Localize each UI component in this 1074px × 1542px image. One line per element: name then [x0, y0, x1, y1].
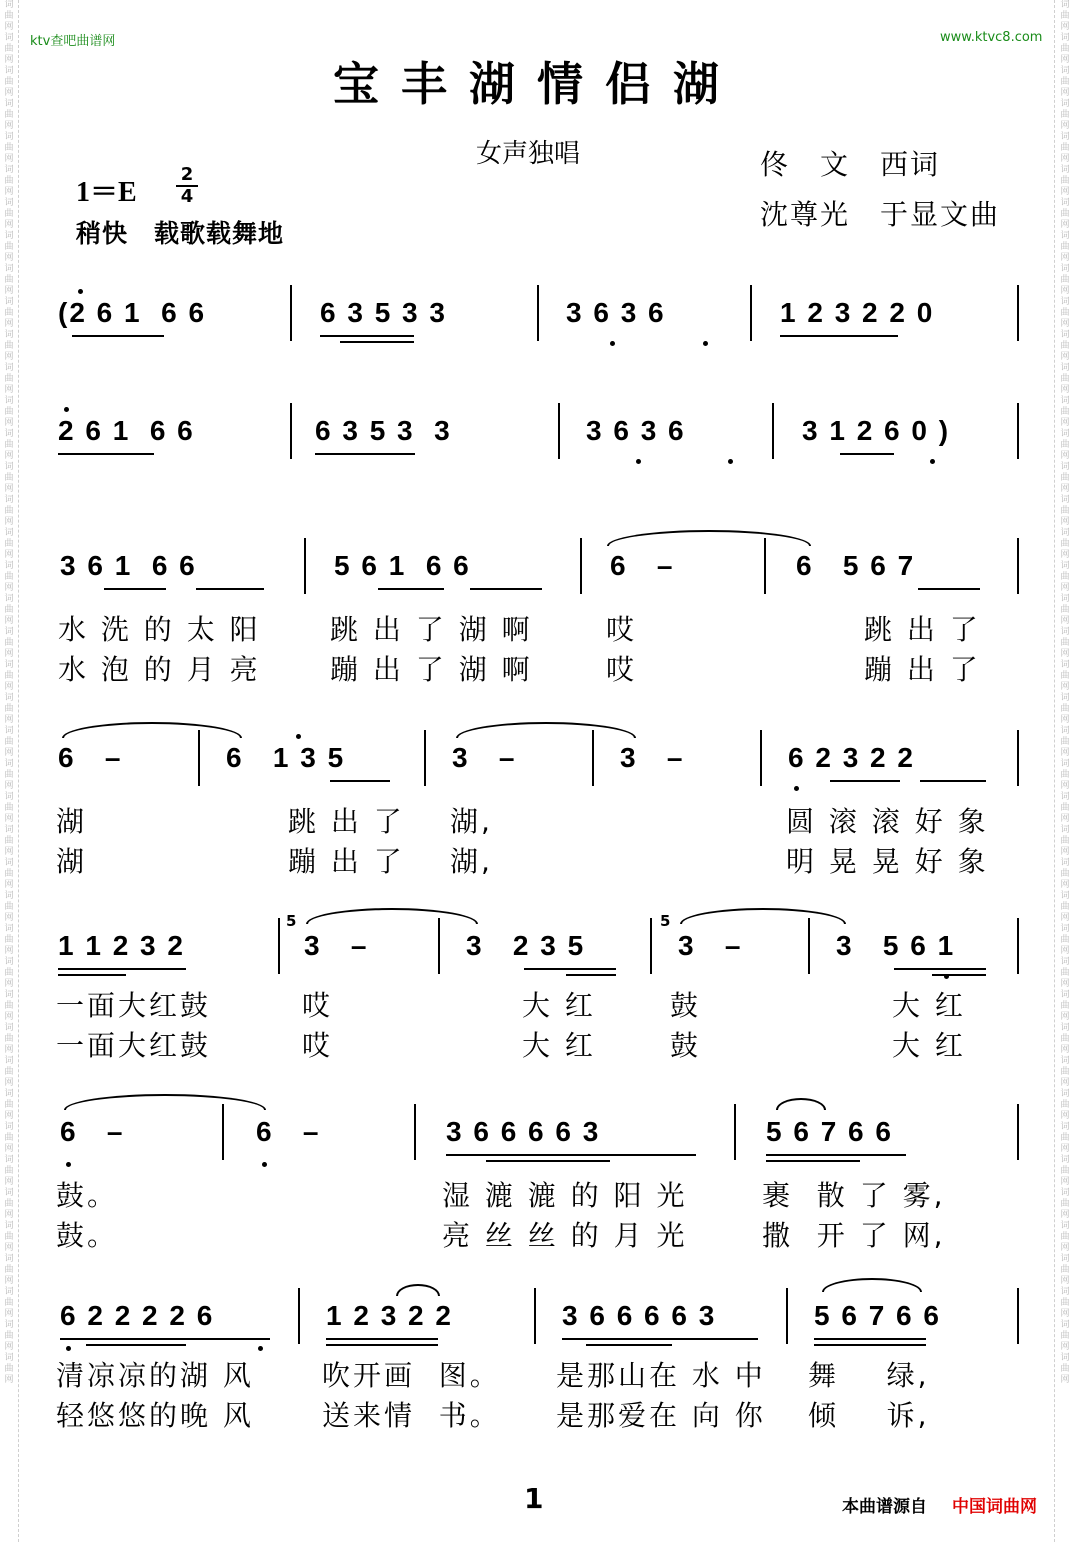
lyric: 哎 [302, 1029, 334, 1062]
barline [438, 918, 440, 974]
octave-dot [64, 407, 69, 412]
measure: 1 2 3 2 2 [326, 1300, 453, 1331]
slur [396, 1284, 440, 1296]
barline [298, 1288, 300, 1344]
measure: 3 – [678, 930, 743, 961]
barline [1017, 1288, 1019, 1344]
site-watermark-right[interactable]: www.ktvc8.com [940, 30, 1043, 45]
lyric: 哎 [606, 613, 638, 646]
lyricist-credit: 佟 文 西词 [760, 148, 941, 181]
lyric: 哎 [606, 653, 638, 686]
barline [772, 403, 774, 459]
octave-dot [794, 786, 799, 791]
lyric: 明 晃 晃 好 象 [786, 845, 989, 878]
octave-dot [944, 974, 949, 979]
lyric: 吹开画 图。 [322, 1359, 501, 1392]
time-signature-bottom: 4 [180, 186, 194, 207]
octave-dot [728, 459, 733, 464]
beam [72, 335, 164, 337]
source-site-link[interactable]: 中国词曲网 [952, 1497, 1037, 1517]
barline [534, 1288, 536, 1344]
staff-row-1 [0, 285, 1074, 345]
staff-row-5 [0, 908, 1074, 1068]
lyric: 跳 出 了 湖 啊 [330, 613, 533, 646]
key-signature: 1＝E [76, 177, 137, 208]
measure: 3 6 3 6 [566, 297, 666, 328]
octave-dot [610, 341, 615, 346]
beam [378, 588, 444, 590]
source-label: 本曲谱源自 [842, 1497, 927, 1517]
beam [470, 588, 542, 590]
beam [780, 335, 898, 337]
lyric: 湖, [450, 805, 493, 838]
lyric: 一面大红鼓 [56, 1029, 212, 1062]
lyric: 湿 漉 漉 的 阳 光 [442, 1179, 688, 1212]
measure: 5 6 7 6 6 [766, 1116, 893, 1147]
measure: 3 – [620, 742, 685, 773]
beam [932, 974, 986, 976]
beam [918, 588, 980, 590]
measure: 6 – [60, 1116, 125, 1147]
barline [537, 285, 539, 341]
grace-note: 5 [286, 912, 297, 930]
beam [566, 974, 616, 976]
lyric: 大 红 [892, 989, 966, 1022]
measure: 3 2 3 5 [466, 930, 586, 961]
tie [680, 908, 846, 924]
beam [58, 968, 186, 970]
slur [822, 1278, 922, 1292]
barline [1017, 538, 1019, 594]
barline [734, 1104, 736, 1160]
beam [586, 1344, 672, 1346]
barline [650, 918, 652, 974]
lyric: 跳 出 了 [288, 805, 405, 838]
octave-dot [636, 459, 641, 464]
barline [592, 730, 594, 786]
lyric: 倾 诉, [808, 1399, 930, 1432]
measure: 3 5 6 1 [836, 930, 956, 961]
beam [58, 974, 126, 976]
side-watermark-right: 词曲网词曲网词曲网词曲网词曲网词曲网词曲网词曲网词曲网词曲网词曲网词曲网词曲网词曲网词曲网词曲网词曲网词曲网词曲网词曲网词曲网词曲网词曲网词曲网词曲网词曲网词曲网词曲网词曲网词曲网词曲网词曲网词曲网词曲网词曲网词曲网词曲网词曲网词曲网词曲网词曲网词曲网 [1060, 0, 1070, 1385]
measure: (2 6 1 6 6 [58, 297, 207, 328]
composer-credit: 沈尊光 于显文曲 [760, 198, 1001, 231]
lyric: 大 红 [522, 1029, 596, 1062]
barline [760, 730, 762, 786]
tie [306, 908, 478, 924]
beam [814, 1344, 926, 1346]
lyric: 蹦 出 了 [864, 653, 981, 686]
slur [776, 1098, 826, 1110]
lyric: 蹦 出 了 湖 啊 [330, 653, 533, 686]
octave-dot [296, 734, 301, 739]
octave-dot [930, 459, 935, 464]
measure: 6 – [610, 550, 675, 581]
beam [326, 1338, 438, 1340]
lyric: 裹 散 了 雾, [762, 1179, 946, 1212]
lyric: 鼓 [670, 989, 702, 1022]
measure: 3 – [304, 930, 369, 961]
beam [562, 1338, 758, 1340]
barline [786, 1288, 788, 1344]
beam [894, 968, 986, 970]
measure: 1 2 3 2 2 0 [780, 297, 935, 328]
beam [58, 453, 154, 455]
beam [330, 780, 390, 782]
lyric: 水 泡 的 月 亮 [58, 653, 261, 686]
measure: 6 2 2 2 2 6 [60, 1300, 215, 1331]
octave-dot [258, 1346, 263, 1351]
barline [764, 538, 766, 594]
octave-dot [66, 1162, 71, 1167]
barline [198, 730, 200, 786]
measure: 3 – [452, 742, 517, 773]
measure: 3 6 6 6 6 3 [562, 1300, 717, 1331]
time-signature [176, 166, 198, 206]
barline [424, 730, 426, 786]
measure: 6 – [256, 1116, 321, 1147]
measure: 5 6 7 6 6 [814, 1300, 941, 1331]
performance-type: 女声独唱 [476, 139, 581, 169]
octave-dot [262, 1162, 267, 1167]
beam [320, 335, 414, 337]
lyric: 圆 滚 滚 好 象 [786, 805, 989, 838]
lyric: 一面大红鼓 [56, 989, 212, 1022]
beam [920, 780, 986, 782]
beam [766, 1160, 860, 1162]
tie [456, 722, 636, 738]
octave-dot [66, 1346, 71, 1351]
staff-row-2 [0, 403, 1074, 463]
beam [104, 588, 166, 590]
lyric: 湖, [450, 845, 493, 878]
lyric: 水 洗 的 太 阳 [58, 613, 261, 646]
measure: 6 – [58, 742, 123, 773]
lyric: 蹦 出 了 [288, 845, 405, 878]
page-number: 1 [524, 1482, 544, 1515]
lyric: 是那山在 水 中 [556, 1359, 766, 1392]
lyric: 撒 开 了 网, [762, 1219, 946, 1252]
measure: 6 3 5 3 3 [320, 297, 447, 328]
measure: 6 1 3 5 [226, 742, 346, 773]
measure: 6 5 6 7 [796, 550, 916, 581]
side-watermark-left: 词曲网词曲网词曲网词曲网词曲网词曲网词曲网词曲网词曲网词曲网词曲网词曲网词曲网词曲网词曲网词曲网词曲网词曲网词曲网词曲网词曲网词曲网词曲网词曲网词曲网词曲网词曲网词曲网词曲网词曲网词曲网词曲网词曲网词曲网词曲网词曲网词曲网词曲网词曲网词曲网词曲网词曲网 [4, 0, 14, 1385]
measure: 5 6 1 6 6 [334, 550, 471, 581]
lyric: 是那爱在 向 你 [556, 1399, 766, 1432]
barline [1017, 730, 1019, 786]
barline [1017, 403, 1019, 459]
tempo-marking: 稍快 载歌载舞地 [76, 219, 285, 248]
octave-dot [78, 289, 83, 294]
lyric: 跳 出 了 [864, 613, 981, 646]
lyric: 哎 [302, 989, 334, 1022]
measure: 2 6 1 6 6 [58, 415, 195, 446]
barline [808, 918, 810, 974]
lyric: 舞 绿, [808, 1359, 930, 1392]
barline [278, 918, 280, 974]
lyric: 鼓。 [56, 1219, 119, 1252]
beam [524, 968, 616, 970]
beam [315, 453, 415, 455]
tie [64, 1094, 266, 1110]
lyric: 大 红 [522, 989, 596, 1022]
beam [766, 1154, 906, 1156]
time-signature-top: 2 [180, 164, 194, 185]
barline [580, 538, 582, 594]
beam [326, 1344, 438, 1346]
measure: 6 3 5 3 3 [315, 415, 452, 446]
lyric: 鼓 [670, 1029, 702, 1062]
measure: 3 1 2 6 0 ) [802, 415, 951, 446]
song-title: 宝丰湖情侣湖 [333, 57, 741, 111]
barline [1017, 918, 1019, 974]
lyric: 大 红 [892, 1029, 966, 1062]
beam [86, 1344, 186, 1346]
beam [196, 588, 264, 590]
barline [304, 538, 306, 594]
measure: 3 6 6 6 6 3 [446, 1116, 601, 1147]
measure: 6 2 3 2 2 [788, 742, 915, 773]
tie [607, 530, 811, 546]
staff-row-4 [0, 722, 1074, 882]
barline [1017, 1104, 1019, 1160]
beam [446, 1154, 696, 1156]
octave-dot [703, 341, 708, 346]
staff-row-3 [0, 530, 1074, 690]
measure: 3 6 1 6 6 [60, 550, 197, 581]
barline [414, 1104, 416, 1160]
barline [290, 403, 292, 459]
barline [750, 285, 752, 341]
lyric: 清凉凉的湖 风 [56, 1359, 254, 1392]
measure: 1 1 2 3 2 [58, 930, 185, 961]
beam [840, 453, 894, 455]
barline [558, 403, 560, 459]
site-watermark-left[interactable]: ktv查吧曲谱网 [30, 34, 116, 49]
beam [486, 1160, 610, 1162]
beam [340, 341, 414, 343]
staff-row-7 [0, 1274, 1074, 1434]
lyric: 湖 [56, 845, 88, 878]
beam [830, 780, 900, 782]
tie [62, 722, 242, 738]
lyric: 轻悠悠的晚 风 [56, 1399, 254, 1432]
barline [222, 1104, 224, 1160]
barline [1017, 285, 1019, 341]
lyric: 亮 丝 丝 的 月 光 [442, 1219, 688, 1252]
lyric: 送来情 书。 [322, 1399, 501, 1432]
grace-note: 5 [660, 912, 671, 930]
lyric: 湖 [56, 805, 88, 838]
beam [814, 1338, 926, 1340]
staff-row-6 [0, 1094, 1074, 1254]
measure: 3 6 3 6 [586, 415, 686, 446]
lyric: 鼓。 [56, 1179, 119, 1212]
beam [60, 1338, 270, 1340]
barline [290, 285, 292, 341]
